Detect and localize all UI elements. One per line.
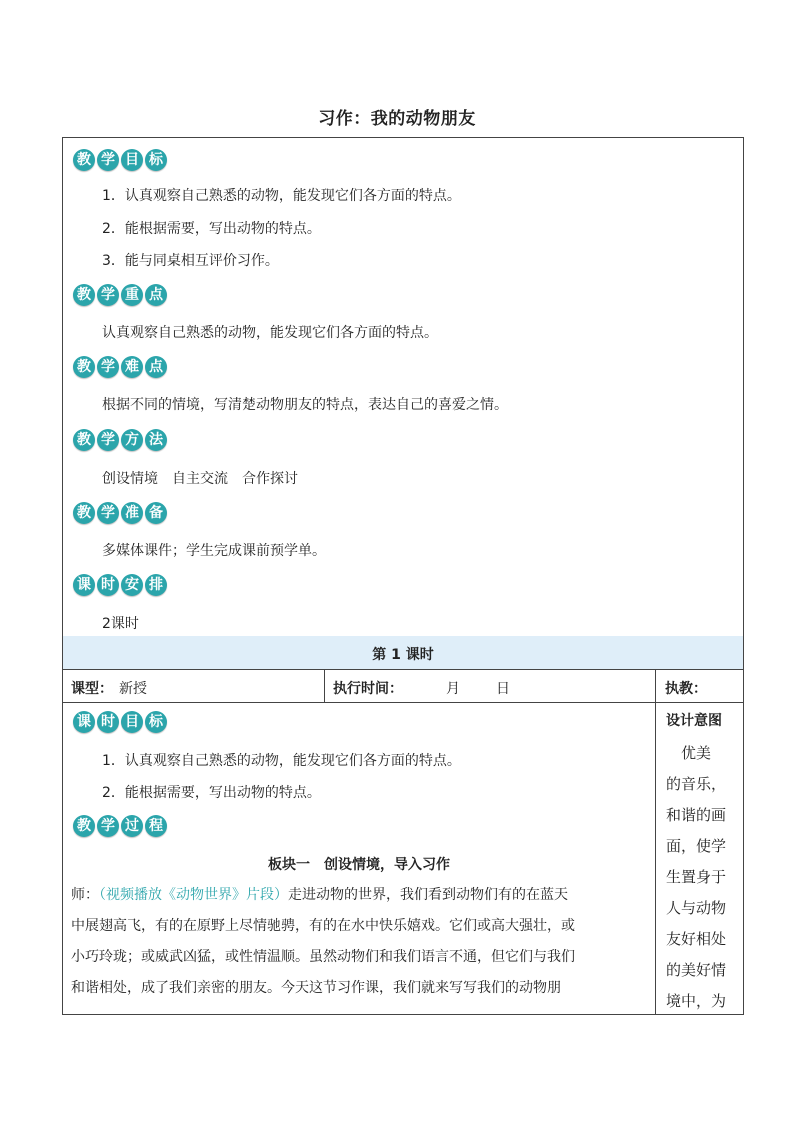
paragraph-line <box>71 884 568 904</box>
teacher-label: 执教： <box>665 681 707 697</box>
lesson-type-value: 新授 <box>119 681 147 697</box>
heading-char: 法 <box>145 429 167 451</box>
heading-char: 点 <box>145 284 167 306</box>
design-intent-line: 友好相处 <box>666 930 727 948</box>
heading-char: 安 <box>121 574 143 596</box>
info-row <box>62 669 744 703</box>
heading-char: 目 <box>121 149 143 171</box>
heading-char: 学 <box>97 429 119 451</box>
month-label: 月 <box>446 681 460 697</box>
key-point-heading <box>73 284 169 306</box>
heading-char: 难 <box>121 356 143 378</box>
period-bar <box>62 636 744 670</box>
design-intent-line: 面，使学 <box>666 837 727 855</box>
heading-char: 教 <box>73 815 95 837</box>
lesson-goal-item: 1．认真观察自己熟悉的动物，能发现它们各方面的特点。 <box>102 753 461 769</box>
paragraph-line: 和谐相处，成了我们亲密的朋友。今天这节习作课，我们就来写写我们的动物朋 <box>71 980 561 996</box>
divider <box>655 670 656 702</box>
heading-char: 教 <box>73 284 95 306</box>
design-intent-line: 优美 <box>666 744 712 762</box>
heading-char: 教 <box>73 149 95 171</box>
heading-char: 教 <box>73 356 95 378</box>
heading-char: 标 <box>145 149 167 171</box>
key-point-text: 认真观察自己熟悉的动物，能发现它们各方面的特点。 <box>102 325 438 341</box>
heading-char: 学 <box>97 284 119 306</box>
prep-heading <box>73 502 169 524</box>
method-text: 创设情境 自主交流 合作探讨 <box>102 471 298 487</box>
schedule-heading <box>73 574 169 596</box>
heading-char: 时 <box>97 574 119 596</box>
paragraph-line: 小巧玲珑；或威武凶猛，或性情温顺。虽然动物们和我们语言不通，但它们与我们 <box>71 949 575 965</box>
lesson-goal-item: 2．能根据需要，写出动物的特点。 <box>102 785 321 801</box>
prep-text: 多媒体课件；学生完成课前预学单。 <box>102 543 326 559</box>
heading-char: 学 <box>97 149 119 171</box>
divider <box>324 670 325 702</box>
lesson-type-label: 课型： <box>71 681 113 697</box>
heading-char: 点 <box>145 356 167 378</box>
schedule-text: 2课时 <box>102 616 139 632</box>
heading-char: 过 <box>121 815 143 837</box>
heading-char: 学 <box>97 356 119 378</box>
heading-char: 排 <box>145 574 167 596</box>
block-title: 板块一 创设情境，导入习作 <box>268 857 450 873</box>
lesson-goals-heading <box>73 711 169 733</box>
method-heading <box>73 429 169 451</box>
heading-char: 时 <box>97 711 119 733</box>
design-intent-heading: 设计意图 <box>666 713 722 729</box>
heading-char: 学 <box>97 815 119 837</box>
goal-item: 2．能根据需要，写出动物的特点。 <box>102 221 321 237</box>
heading-char: 课 <box>73 711 95 733</box>
design-intent-line: 境中，为 <box>666 992 727 1010</box>
design-intent-line: 的美好情 <box>666 961 727 979</box>
heading-char: 教 <box>73 429 95 451</box>
design-intent-line: 人与动物 <box>666 899 727 917</box>
divider <box>655 702 656 1014</box>
heading-char: 学 <box>97 502 119 524</box>
difficulty-heading <box>73 356 169 378</box>
goal-item: 3．能与同桌相互评价习作。 <box>102 253 279 269</box>
heading-char: 备 <box>145 502 167 524</box>
heading-char: 课 <box>73 574 95 596</box>
heading-char: 目 <box>121 711 143 733</box>
day-label: 日 <box>496 681 510 697</box>
video-aside: （视频播放《动物世界》片段） <box>99 887 288 903</box>
design-intent-line: 生置身于 <box>666 868 727 886</box>
heading-char: 教 <box>73 502 95 524</box>
design-intent-line: 和谐的画 <box>666 806 727 824</box>
heading-char: 程 <box>145 815 167 837</box>
heading-char: 方 <box>121 429 143 451</box>
heading-char: 标 <box>145 711 167 733</box>
goals-heading <box>73 149 169 171</box>
paragraph-line: 中展翅高飞，有的在原野上尽情驰骋，有的在水中快乐嬉戏。它们或高大强壮，或 <box>71 918 575 934</box>
heading-char: 准 <box>121 502 143 524</box>
process-heading <box>73 815 169 837</box>
paragraph-text: 走进动物的世界，我们看到动物们有的在蓝天 <box>288 887 568 903</box>
difficulty-text: 根据不同的情境，写清楚动物朋友的特点，表达自己的喜爱之情。 <box>102 397 508 413</box>
period-label: 第 1 课时 <box>372 647 434 663</box>
design-intent-line: 的音乐， <box>666 775 727 793</box>
speaker-label: 师： <box>71 887 99 903</box>
exec-time-label: 执行时间： <box>333 681 403 697</box>
overview-box <box>62 137 744 637</box>
lesson-body <box>62 702 744 1015</box>
goal-item: 1．认真观察自己熟悉的动物，能发现它们各方面的特点。 <box>102 188 461 204</box>
page-title: 习作：我的动物朋友 <box>318 109 476 129</box>
heading-char: 重 <box>121 284 143 306</box>
